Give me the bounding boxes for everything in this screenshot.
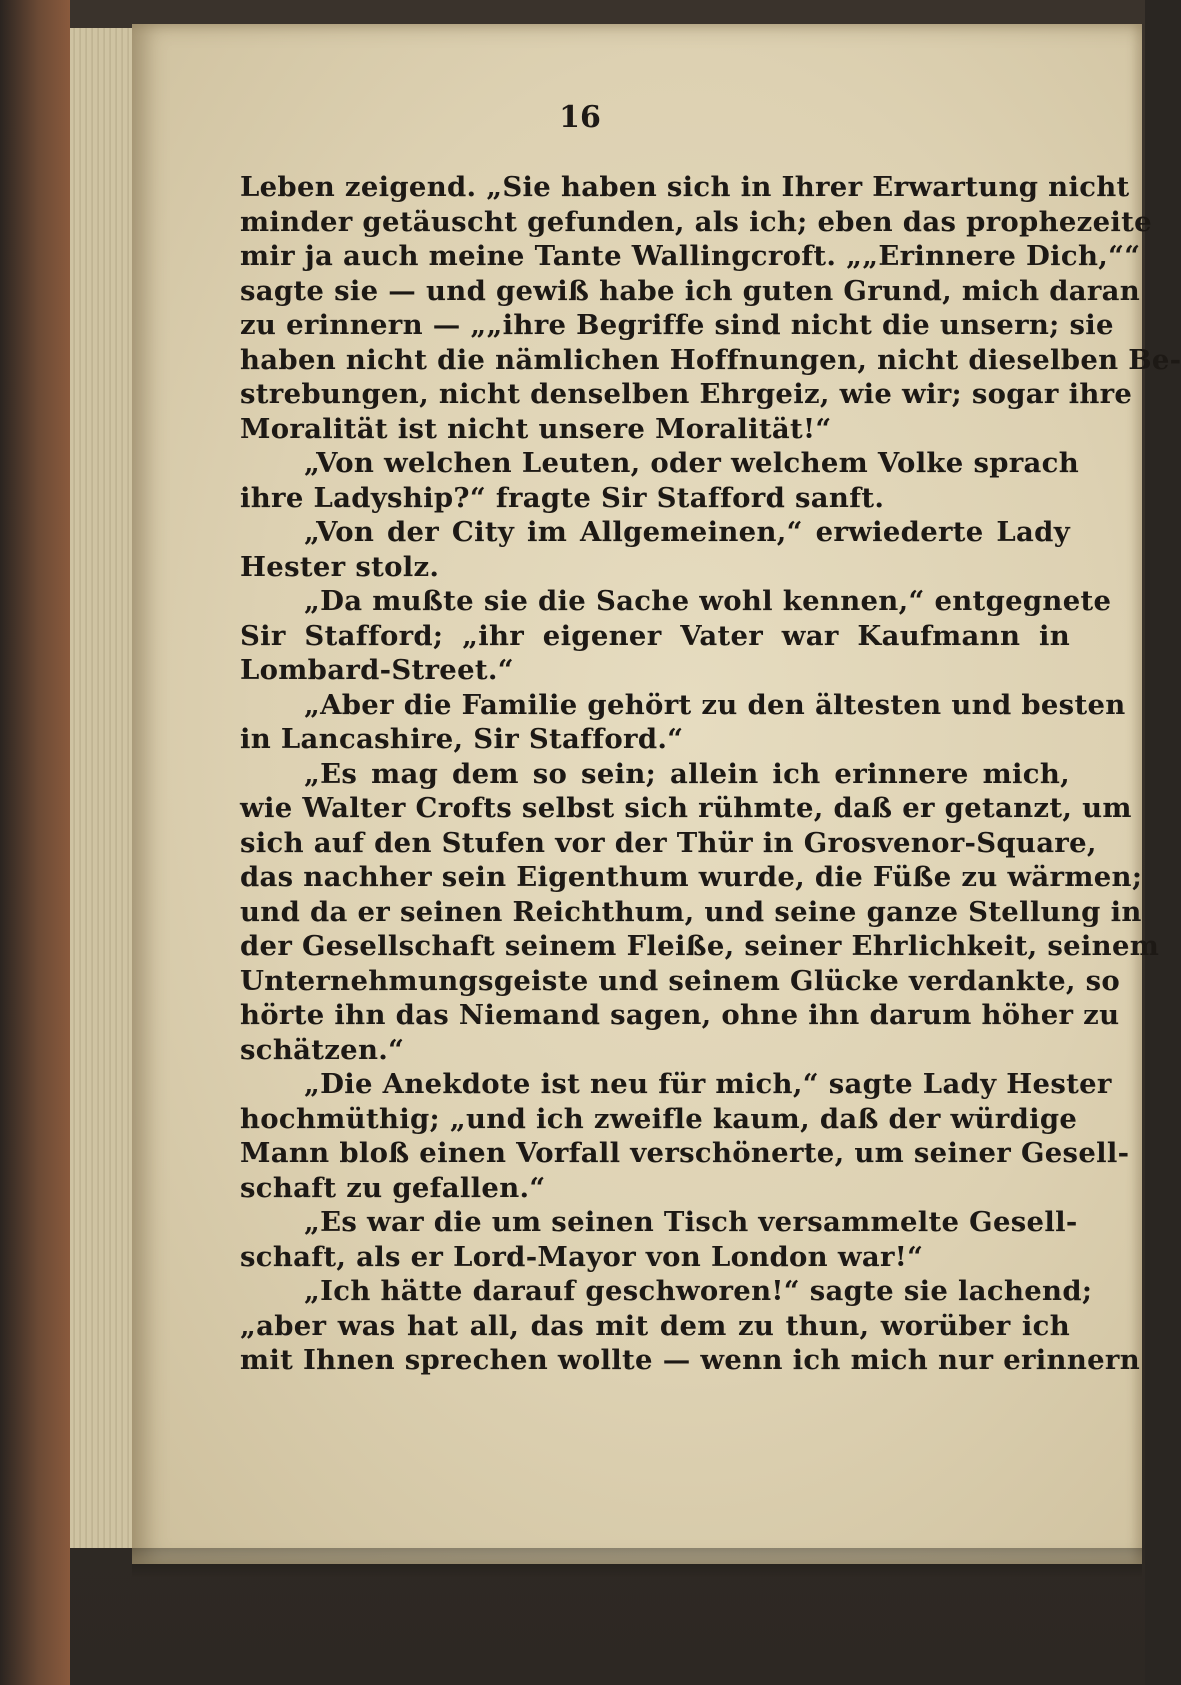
text-line: „Die Anekdote ist neu für mich,“ sagte Lady Hester — [304, 1068, 1112, 1100]
text-line: haben nicht die nämlichen Hoffnungen, nicht dieselben Be- — [240, 343, 1181, 376]
text-line: „Ich hätte darauf geschworen!“ sagte sie lachend; — [304, 1275, 1093, 1307]
text-line: Leben zeigend. „Sie haben sich in Ihrer Erwartung nicht — [240, 171, 1130, 203]
book-cover-edge — [0, 0, 70, 1685]
text-line: „Aber die Familie gehört zu den ältesten und besten — [304, 688, 1126, 721]
text-line: Sir Stafford; „ihr eigener Vater war Kaufmann in — [240, 619, 1070, 652]
text-line: wie Walter Crofts selbst sich rühmte, daß er getanzt, um — [240, 792, 1132, 824]
text-line: Mann bloß einen Vorfall verschönerte, um seiner Gesell- — [240, 1137, 1130, 1169]
page-bottom-shadow — [132, 1548, 1142, 1578]
text-line: „Von der City im Allgemeinen,“ erwiederte Lady — [304, 516, 1070, 548]
text-line: schätzen.“ — [240, 1033, 405, 1066]
text-line: „Es mag dem so sein; allein ich erinnere mich, — [304, 757, 1070, 790]
text-line: mir ja auch meine Tante Wallingcroft. „„Erinnere Dich,““ — [240, 240, 1141, 272]
text-line: Moralität ist nicht unsere Moralität!“ — [240, 412, 832, 445]
text-line: in Lancashire, Sir Stafford.“ — [240, 723, 684, 755]
text-line: ihre Ladyship?“ fragte Sir Stafford sanft. — [240, 481, 885, 514]
text-line: sich auf den Stufen vor der Thür in Grosvenor-Square, — [240, 826, 1097, 859]
text-line: „Es war die um seinen Tisch versammelte Gesell- — [304, 1206, 1078, 1238]
text-line: „Von welchen Leuten, oder welchem Volke sprach — [304, 447, 1080, 479]
text-line: minder getäuscht gefunden, als ich; eben das prophezeite — [240, 205, 1152, 238]
text-line: hörte ihn das Niemand sagen, ohne ihn darum höher zu — [240, 999, 1120, 1031]
text-line: zu erinnern — „„ihre Begriffe sind nicht die unsern; sie — [240, 309, 1114, 341]
text-line: und da er seinen Reichthum, und seine ganze Stellung in — [240, 895, 1142, 928]
page-number: 16 — [559, 100, 601, 135]
body-text — [240, 170, 1181, 1378]
text-line: das nachher sein Eigenthum wurde, die Füße zu wärmen; — [240, 861, 1143, 893]
text-line: hochmüthig; „und ich zweifle kaum, daß der würdige — [240, 1102, 1078, 1135]
text-line: Lombard-Street.“ — [240, 654, 514, 686]
page-stack-edge — [70, 28, 141, 1548]
text-line: Unternehmungsgeiste und seinem Glücke verdankte, so — [240, 964, 1121, 997]
text-line: schaft, als er Lord-Mayor von London war!“ — [240, 1240, 924, 1273]
text-line: schaft zu gefallen.“ — [240, 1171, 546, 1204]
text-line: Hester stolz. — [240, 550, 440, 583]
text-line: „aber was hat all, das mit dem zu thun, worüber ich — [240, 1309, 1070, 1342]
text-line: sagte sie — und gewiß habe ich guten Grund, mich daran — [240, 274, 1141, 307]
text-line: strebungen, nicht denselben Ehrgeiz, wie wir; sogar ihre — [240, 378, 1133, 410]
text-line: der Gesellschaft seinem Fleiße, seiner Ehrlichkeit, seinem — [240, 930, 1160, 962]
text-line: „Da mußte sie die Sache wohl kennen,“ entgegnete — [304, 585, 1112, 617]
text-line: mit Ihnen sprechen wollte — wenn ich mich nur erinnern — [240, 1344, 1140, 1376]
